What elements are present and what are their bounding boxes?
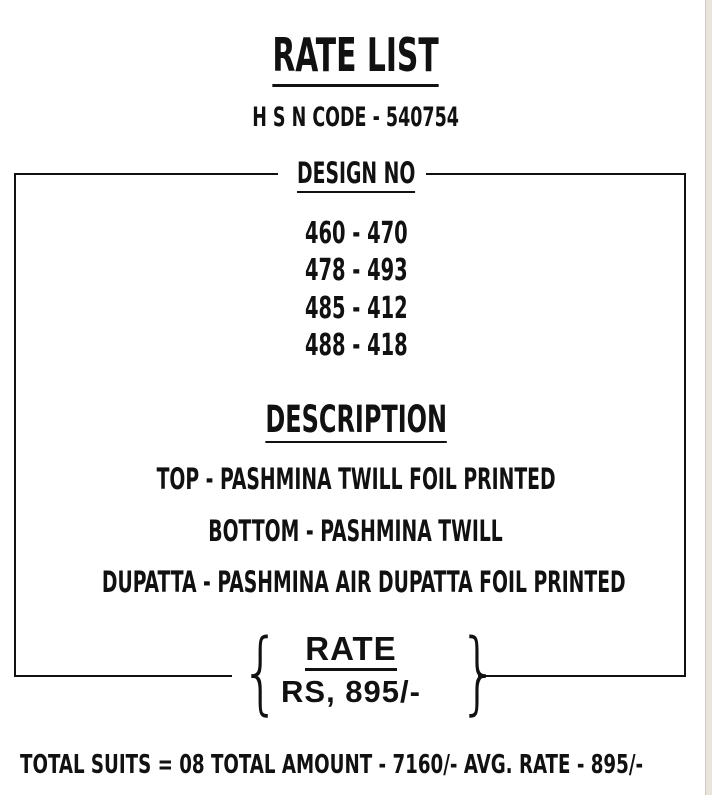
totals-line: TOTAL SUITS = 08 TOTAL AMOUNT - 7160/- AVG. RATE - 895/- [20,750,644,780]
rate-value: RS, 895/- [281,674,421,709]
design-number: 460 - 470 [304,216,408,251]
left-brace-icon: { [240,620,281,725]
design-number: 485 - 412 [304,291,408,326]
page-title: RATE LIST [0,28,712,87]
description-line: DUPATTA - PASHMINA AIR DUPATTA FOIL PRINTED [101,565,626,599]
design-no-heading: DESIGN NO [0,156,712,193]
description-heading: DESCRIPTION [265,398,447,441]
description-line: TOP - PASHMINA TWILL FOIL PRINTED [156,462,556,496]
design-number: 488 - 418 [304,328,408,363]
design-number: 478 - 493 [304,253,408,288]
description-line: BOTTOM - PASHMINA TWILL [208,514,504,548]
hsn-code: H S N CODE - 540754 [252,102,460,133]
rate-label: RATE [240,630,462,668]
right-brace-icon: } [458,620,499,725]
